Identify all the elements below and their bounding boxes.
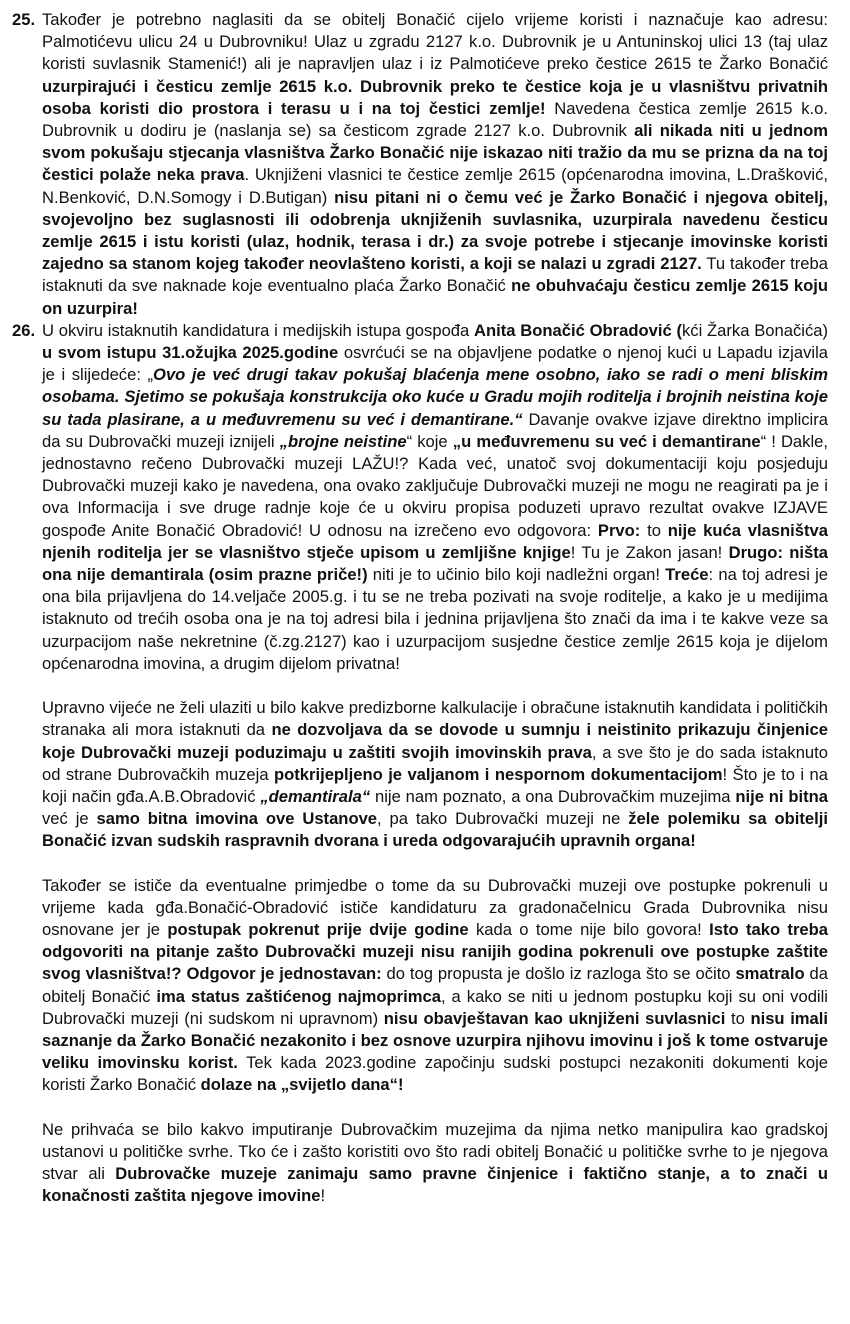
bold-text: dolaze na „svijetlo dana“! <box>200 1075 404 1095</box>
text-run: Tek kada 2023.godine započinju sudski postupci nezakoniti dokumenti koje koristi Žarko Bonačić <box>42 1053 828 1095</box>
text-run: osvrćući se na objavljene podatke o njenoj kući u Lapadu izjavila je i slijedeće: „ <box>42 343 828 385</box>
text-run: to <box>725 1008 751 1028</box>
text-run: ! Tu je Zakon jasan! <box>570 542 729 562</box>
text-run: Također se ističe da eventualne primjedbe o tome da su Dubrovački muzeji ove postupke pokrenuli u vrijeme kada gđa.Bonačić-Obradović ističe kandidaturu za gradonačelnicu Grada Dubrovnika nisu osnovane jer je <box>42 875 828 939</box>
bold-text: Isto tako treba odgovoriti na pitanje zašto Dubrovački muzeji nisu ranijih godina pokrenuli ove postupke zaštite svog vlasništva!? Odgovor je jednostavan: <box>42 919 828 984</box>
text-run: “ koje <box>406 431 453 451</box>
paragraph-takoder <box>42 875 828 1097</box>
bold-text: nisu obavještavan kao uknjiženi suvlasnici <box>383 1008 726 1028</box>
bold-italic-text: „brojne neistine <box>279 431 407 451</box>
bold-italic-text: Ovo je već drugi takav pokušaj blaćenja mene osobno, iako se radi o meni bliskim osobama. Sjetimo se pokušaja konstrukcija oko kuće u Gradu mojih roditelja i brojnih neistina koje su tada plasirane, a u međuvremenu su već i demantirane.“ <box>42 365 828 429</box>
bold-text: uzurpirajući i česticu zemlje 2615 k.o. Dubrovnik preko te čestice koja je u vlasništvu privatnih osoba koristi dio prostora i terasu u i na toj čestici zemlje! <box>42 76 828 118</box>
bold-text: nisu imali saznanje da Žarko Bonačić nezakonito i bez osnove uzurpira njihovu imovinu i još k tome ostvaruje veliku imovinsku korist. <box>42 1008 829 1073</box>
text-run: nije nam poznato, a ona Dubrovačkim muzejima <box>370 786 736 806</box>
bold-text: ali nikada niti u jednom svom pokušaju stjecanja vlasništva Žarko Bonačić nije iskazao niti tražio da mu se prizna da na toj čestici polaže neka prava <box>42 121 828 185</box>
text-run: da obitelj Bonačić <box>42 964 828 1006</box>
bold-text: žele polemiku sa obitelji Bonačić izvan sudskih raspravnih dvorana i ureda odgovarajućih upravnih organa! <box>42 809 828 851</box>
bold-text: smatralo <box>735 964 805 984</box>
text-run: Upravno vijeće ne želi ulaziti u bilo kakve predizborne kalkulacije i obračune istaknutih kandidata i političkih stranaka ali mora istaknuti da <box>42 698 828 740</box>
bold-text: u svom istupu 31.ožujka 2025.godine <box>42 343 339 363</box>
text-run: U okviru istaknutih kandidatura i medijskih istupa gospođa <box>42 320 475 340</box>
text-run: ! Što je to i na koji način gđa.A.B.Obradović <box>42 764 828 806</box>
bold-italic-text: „demantirala“ <box>260 786 371 806</box>
text-run: , a sve što je do sada istaknuto od strane Dubrovačkih muzeja <box>42 742 828 784</box>
list-item-26 <box>12 320 828 675</box>
bold-text: Treće <box>665 565 709 585</box>
bold-text: potkrijepljeno je valjanom i nespornom dokumentacijom <box>273 764 723 784</box>
bold-text: „u međuvremenu su već i demantirane <box>452 431 761 451</box>
bold-text: nije kuća vlasništva njenih roditelja jer se vlasništvo stječe upisom u zemljišne knjige <box>42 520 828 562</box>
bold-text: samo bitna imovina ove Ustanove <box>96 809 378 829</box>
text-run: Navedena čestica zemlje 2615 k.o. Dubrovnik u dodiru je (naslanja se) sa česticom zgrade 2127 k.o. Dubrovnik <box>42 98 828 141</box>
bold-text: nije ni bitna <box>735 786 828 806</box>
text-run: , a kako se niti u jednom postupku koji su oni vodili Dubrovački muzeji (ni sudskom ni upravnom) <box>42 986 828 1028</box>
text-run: to <box>640 520 668 540</box>
bold-text: postupak pokrenut prije dvije godine <box>167 919 469 939</box>
text-run: “ ! Dakle, jednostavno rečeno Dubrovački muzeji LAŽU!? Kada već, unatoč svoj dokumentaciji koju posjeduju Dubrovački muzeji kako je navedena, ona ovako zaključuje Dubrovački muzeji ne mogu ne reagirati pa je i ova Informacija i sve druge radnje koje će u okviru propisa poduzeti upravo rezultat ovakve IZJAVE gospođe Anite Bonačić Obradović! U odnosu na izrečeno evo odgovora: <box>42 431 828 540</box>
bold-text: Prvo: <box>597 520 641 540</box>
item-number: 25. <box>12 10 36 29</box>
text-run: Ne prihvaća se bilo kakvo imputiranje Dubrovačkim muzejima da njima netko manipulira kao gradskoj ustanovi u političke svrhe. Tko će i zašto koristiti ovo što radi obitelj Bonačić u političke svrhe to je njegova stvar ali <box>42 1119 828 1183</box>
text-run: Također je potrebno naglasiti da se obitelj Bonačić cijelo vrijeme koristi i naznačuje kao adresu: Palmotićevu ulicu 24 u Dubrovniku! Ulaz u zgradu 2127 k.o. Dubrovnik je u Antuninskoj ulici 13 (taj ulaz koristi suvlasnik Stamenić!) ali je napravljen ulaz i iz Palmotićeve preko čestice 2615 te Žarko Bonačić <box>42 10 828 74</box>
list-item-25 <box>12 9 828 320</box>
bold-text: ima status zaštićenog najmoprimca <box>156 986 441 1006</box>
text-run: Tu također treba istaknuti da sve naknade koje eventualno plaća Žarko Bonačić <box>42 254 828 296</box>
bold-text: Drugo: ništa ona nije demantirala (osim prazne priče!) <box>42 542 828 585</box>
text-run: : na toj adresi je ona bila prijavljena do 14.veljače 2005.g. i tu se ne treba pozivati na svoje roditelje, a kako je u medijima istaknuto od trećih osoba ona je na toj adresi bila i jednina prijavljena što znači da ima i te kakve veze sa uzurpacijom naše nekretnine (č.zg.2127) kao i uzurpacijom susjedne čestice zemlje 2615 koja je dijelom općenarodna imovina, a drugim dijelom privatna! <box>42 565 828 673</box>
text-run: . Uknjiženi vlasnici te čestice zemlje 2615 (općenarodna imovina, L.Drašković, N.Benković, D.N.Somogy i D.Butigan) <box>42 165 829 207</box>
text-run: Davanje ovakve izjave direktno implicira da su Dubrovački muzeji iznijeli <box>42 409 828 451</box>
item-text <box>42 320 828 675</box>
text-run: do tog propusta je došlo iz razloga što se očito <box>381 964 736 984</box>
bold-text: ne obuhvaćaju česticu zemlje 2615 koju on uzurpira! <box>42 276 828 318</box>
text-run: , pa tako Dubrovački muzeji ne <box>377 809 629 829</box>
text-run: kći Žarka Bonačića) <box>681 320 829 340</box>
bold-text: nisu pitani ni o čemu već je Žarko Bonačić i njegova obitelj, svojevoljno bez suglasnosti ili odobrenja uknjiženih suvlasnika, uzurpirala navedenu česticu zemlje 2615 i istu koristi (ulaz, hodnik, terasa i dr.) za svoje potrebe i stjecanje imovinske koristi zajedno sa stanom kojeg također neovlašteno koristi, a koji se nalazi u zgradi 2127. <box>42 187 828 274</box>
text-run: već je <box>42 809 97 829</box>
paragraph-upravno-vijece <box>42 697 828 852</box>
bold-text: Dubrovačke muzeje zanimaju samo pravne činjenice i faktično stanje, a to znači u konačnosti zaštita njegove imovine <box>42 1163 829 1206</box>
item-number: 26. <box>12 320 36 340</box>
text-run: ! <box>320 1186 326 1206</box>
bold-text: Anita Bonačić Obradović ( <box>474 320 682 340</box>
text-run: kada o tome nije bilo govora! <box>468 919 710 939</box>
paragraph-ne-prihvaca <box>42 1119 828 1208</box>
text-run: niti je to učinio bilo koji nadležni organ! <box>367 565 666 585</box>
bold-text: ne dozvoljava da se dovode u sumnju i neistinito prikazuju činjenice koje Dubrovački muzeji poduzimaju u zaštiti svojih imovinskih prava <box>42 720 828 762</box>
item-text <box>42 9 828 320</box>
